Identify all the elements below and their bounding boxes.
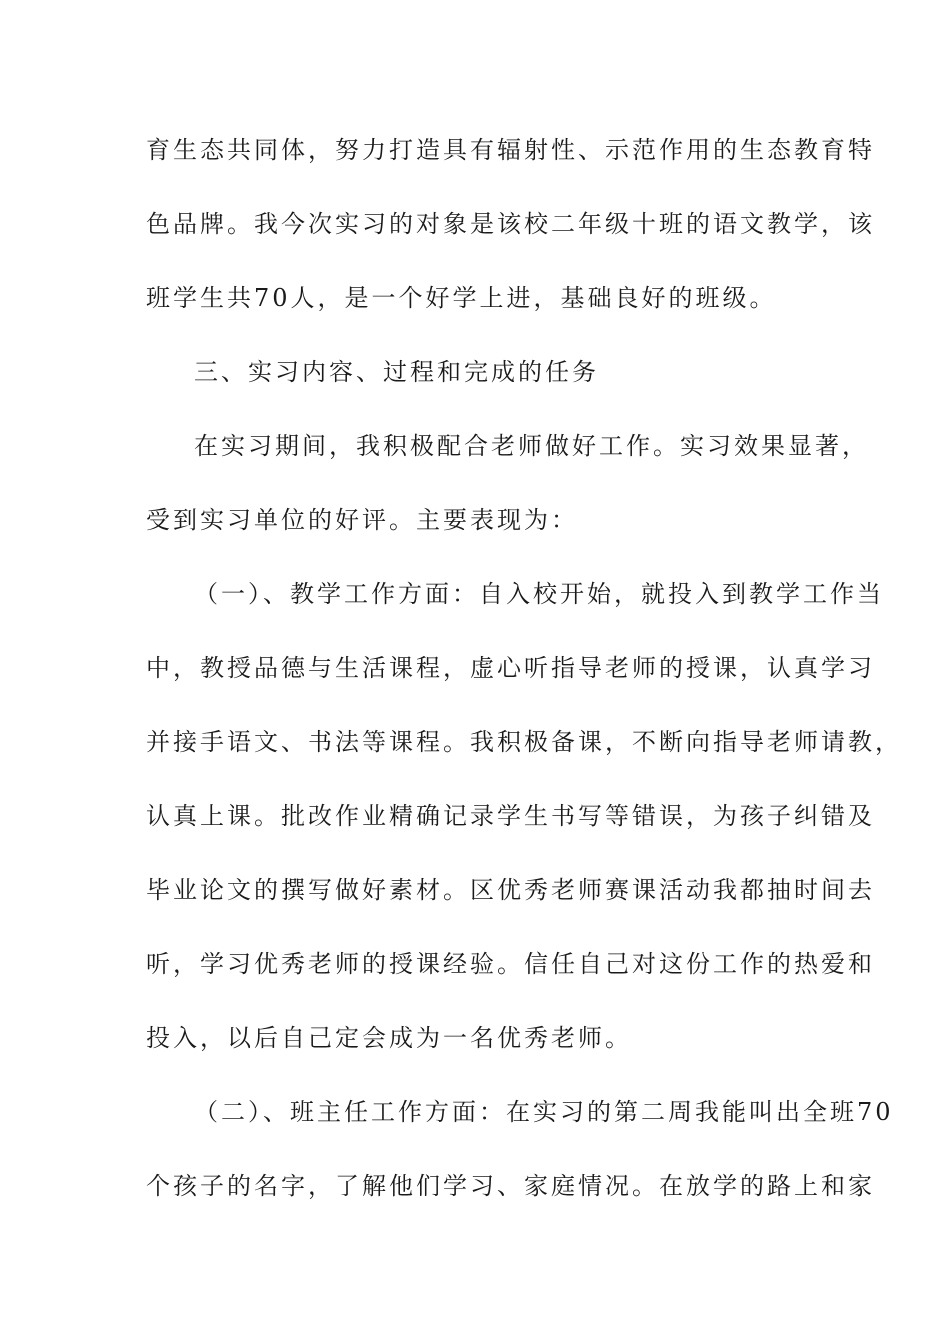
body-text-line: 并接手语文、书法等课程。我积极备课，不断向指导老师请教， — [146, 728, 902, 756]
body-text-line: 中，教授品德与生活课程，虚心听指导老师的授课，认真学习 — [146, 654, 875, 682]
body-text-line: 受到实习单位的好评。主要表现为： — [146, 506, 578, 534]
section-heading: 三、实习内容、过程和完成的任务 — [194, 358, 599, 386]
body-text-line: 听，学习优秀老师的授课经验。信任自己对这份工作的热爱和 — [146, 950, 875, 978]
body-text-line: 认真上课。批改作业精确记录学生书写等错误，为孩子纠错及 — [146, 802, 875, 830]
body-text-line: （一）、教学工作方面：自入校开始，就投入到教学工作当 — [194, 580, 884, 608]
body-text-line: 班学生共70人，是一个好学上进，基础良好的班级。 — [146, 284, 777, 312]
body-text-line: 在实习期间，我积极配合老师做好工作。实习效果显著， — [194, 432, 869, 460]
body-text-line: 毕业论文的撰写做好素材。区优秀老师赛课活动我都抽时间去 — [146, 876, 875, 904]
body-text-line: 投入，以后自己定会成为一名优秀老师。 — [146, 1024, 632, 1052]
body-text-line: （二）、班主任工作方面：在实习的第二周我能叫出全班70 — [194, 1098, 894, 1126]
body-text-line: 育生态共同体，努力打造具有辐射性、示范作用的生态教育特 — [146, 136, 875, 164]
body-text-line: 个孩子的名字，了解他们学习、家庭情况。在放学的路上和家 — [146, 1172, 875, 1200]
body-text-line: 色品牌。我今次实习的对象是该校二年级十班的语文教学，该 — [146, 210, 875, 238]
